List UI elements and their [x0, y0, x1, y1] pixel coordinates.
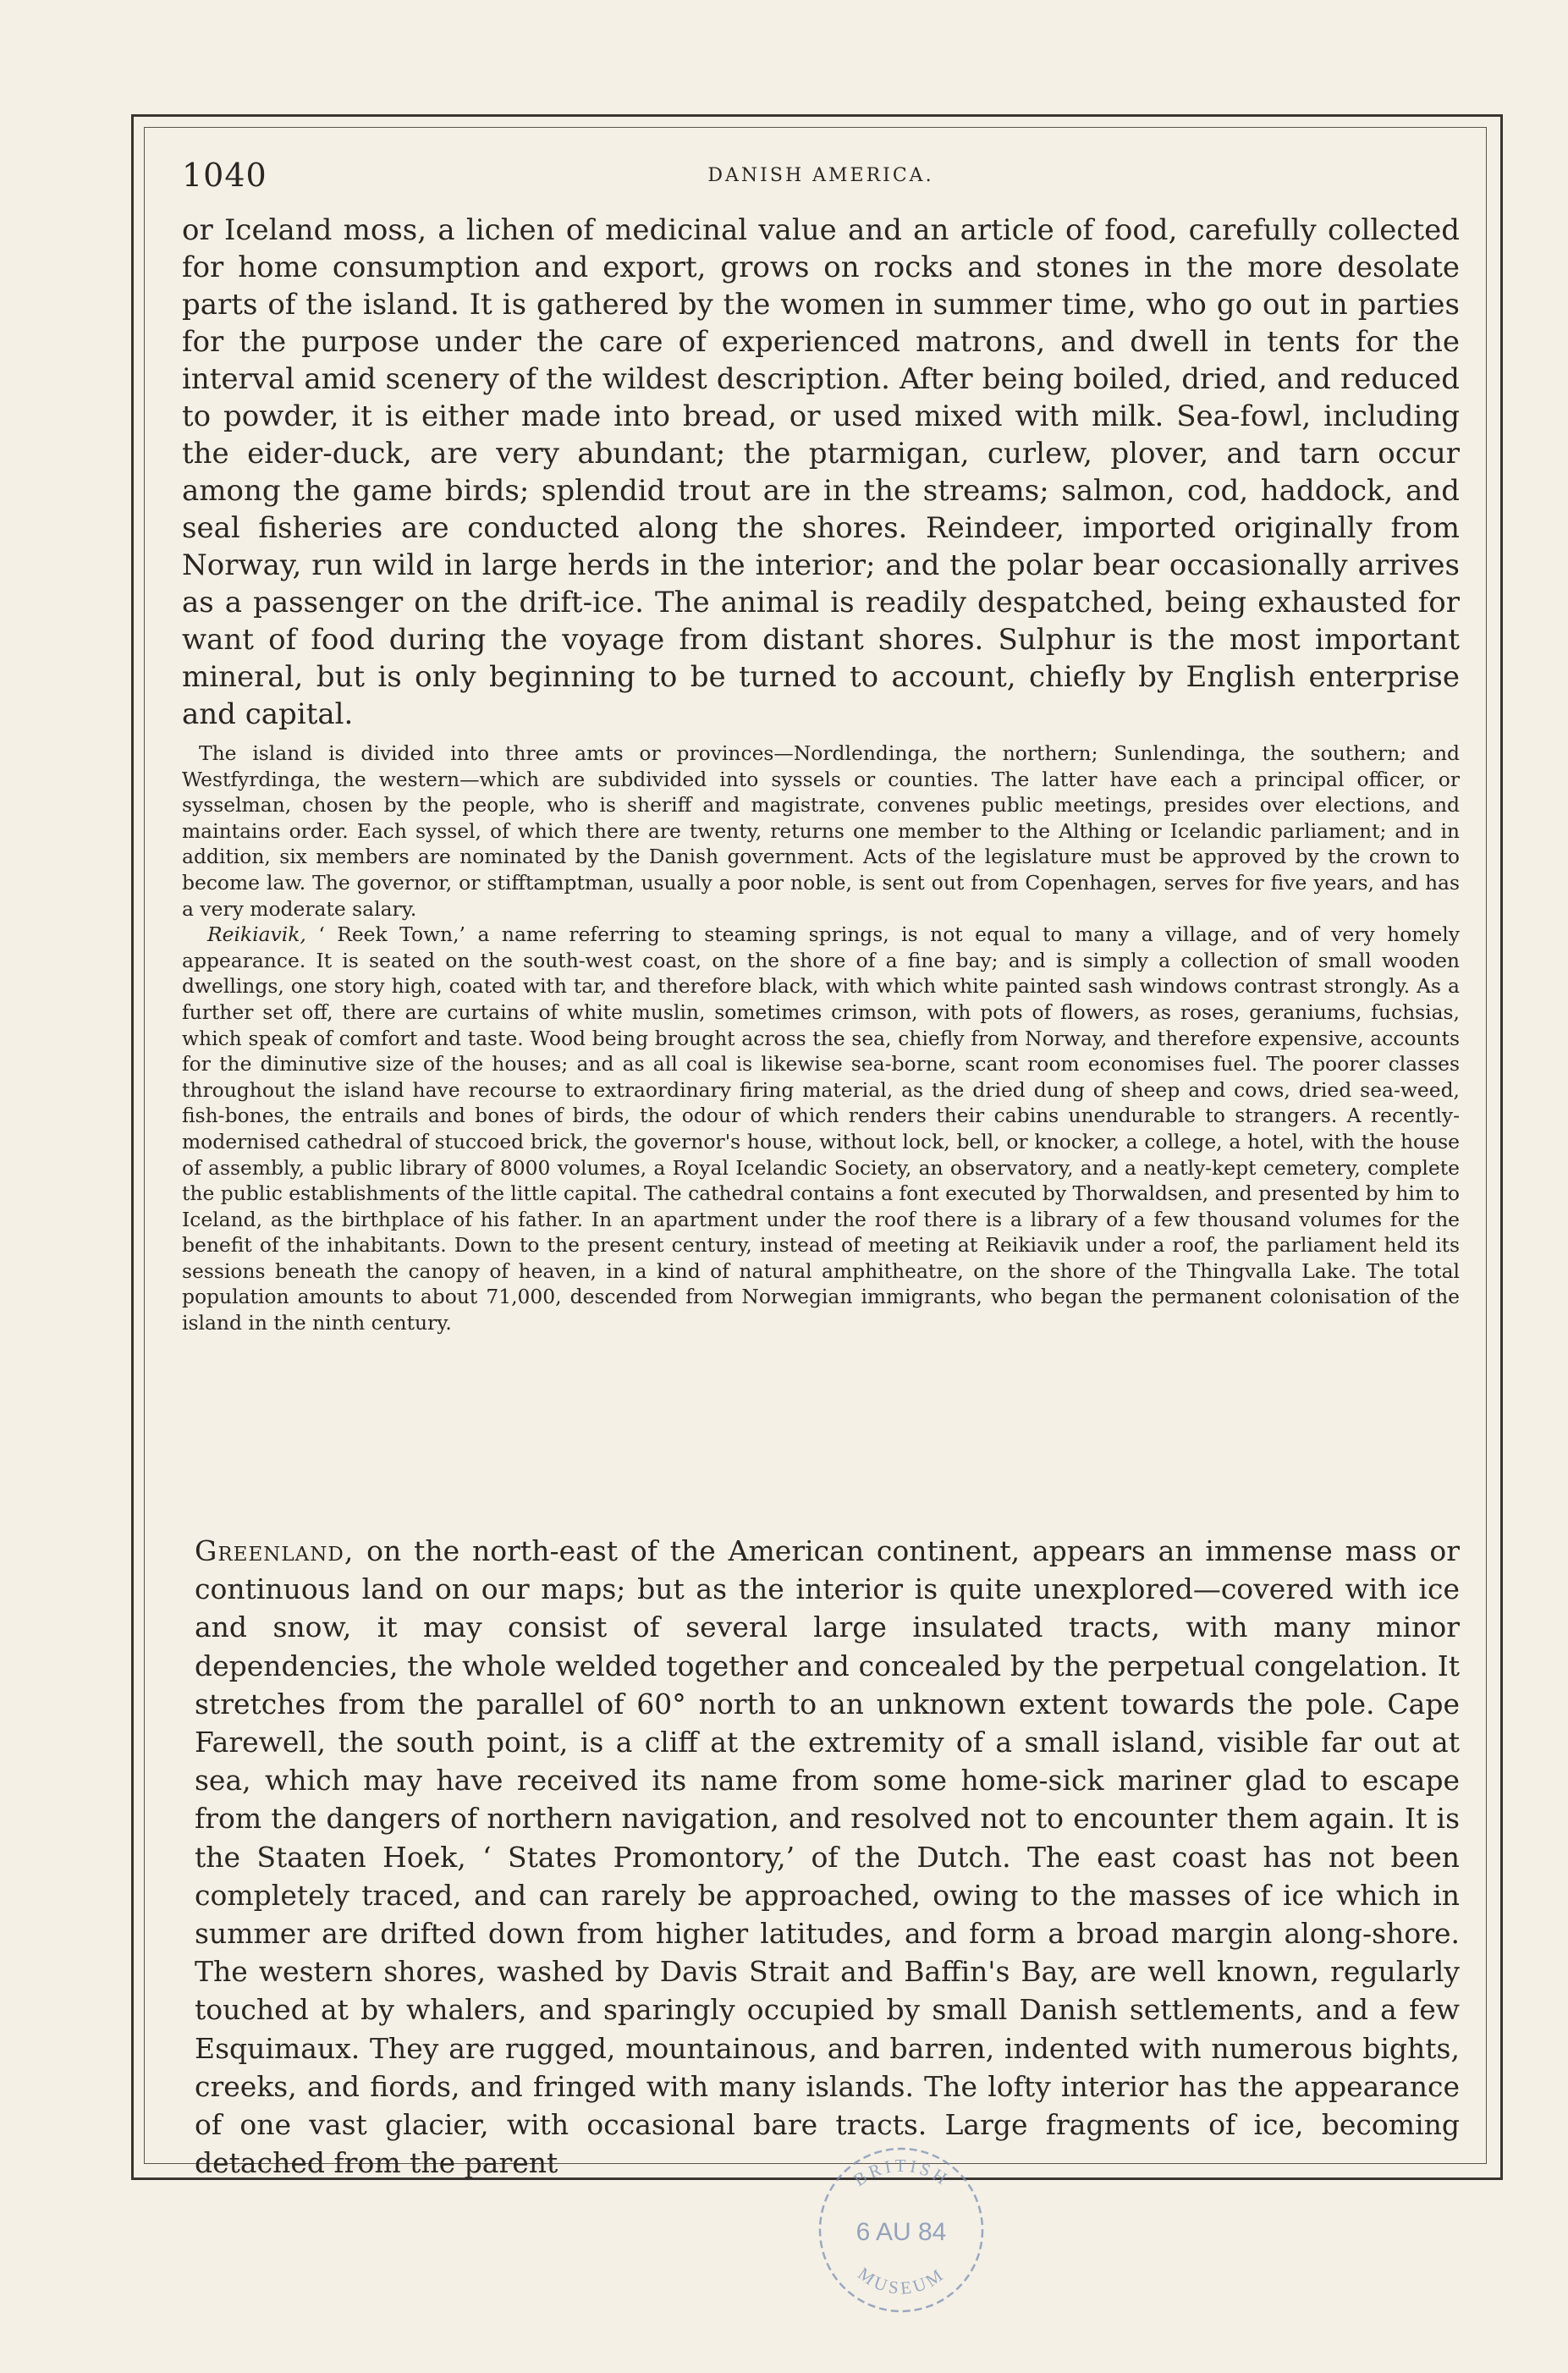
page-number: 1040: [182, 157, 267, 194]
small-paragraph-provinces: The island is divided into three amts or provinces—Nordlendinga, the northern; Sunlendinga, the southern; and Westfyrdinga, the western—which are subdivided into syssels or counties. The latter have each a principal officer, or sysselman, chosen by the people, who is sheriff and magistrate, convenes public meetings, presides over elections, and maintains order. Each syssel, of which there are twenty, returns one member to the Althing or Icelandic parliament; and in addition, six members are nominated by the Danish government. Acts of the legislature must be approved by the crown to become law. The governor, or stifftamptman, usually a poor noble, is sent out from Copenhagen, serves for five years, and has a very moderate salary.: [182, 741, 1460, 921]
stamp-bottom-text: MUSEUM: [854, 2263, 949, 2299]
main-paragraph: or Iceland moss, a lichen of medicinal value and an article of food, carefully collected for home consumption and export, grows on rocks and stones in the more desolate parts of the island. It is gathered by the women in summer time, who go out in parties for the purpose under the care of experienced matrons, and dwell in tents for the interval amid scenery of the wildest description. After being boiled, dried, and reduced to powder, it is either made into bread, or used mixed with milk. Sea-fowl, including the eider-duck, are very abundant; the ptarmigan, curlew, plover, and tarn occur among the game birds; splendid trout are in the streams; salmon, cod, haddock, and seal fisheries are conducted along the shores. Reindeer, imported originally from Norway, run wild in large herds in the interior; and the polar bear occasionally arrives as a passenger on the drift-ice. The animal is readily despatched, being exhausted for want of food during the voyage from distant shores. Sulphur is the most important mineral, but is only beginning to be turned to account, chiefly by English enterprise and capital.: [182, 213, 1460, 731]
library-stamp: [811, 2137, 993, 2319]
small-paragraph-reikiavik: [182, 922, 1460, 1336]
small-print-block: [182, 741, 1460, 1336]
svg-text:MUSEUM: [854, 2263, 949, 2298]
running-head: DANISH AMERICA.: [707, 165, 934, 186]
greenland-lead: Greenland,: [195, 1534, 355, 1567]
reikiavik-body: ‘ Reek Town,’ a name referring to steaming springs, is not equal to many a village, and of very homely appearance. It is seated on the south-west coast, on the shore of a fine bay; and is simply a collection of small wooden dwellings, one story high, coated with tar, and therefore black, with which white painted sash windows contrast strongly. As a further set off, there are curtains of white muslin, sometimes crimson, with pots of flowers, as roses, geraniums, fuchsias, which speak of comfort and taste. Wood being brought across the sea, chiefly from Norway, and therefore expensive, accounts for the diminutive size of the houses; and as all coal is likewise sea-borne, scant room economises fuel. The poorer classes throughout the island have recourse to extraordinary firing material, as the dried dung of sheep and cows, dried sea-weed, fish-bones, the entrails and bones of birds, the odour of which renders their cabins unendurable to strangers. A recently-modernised cathedral of stuccoed brick, the governor's house, without lock, bell, or knocker, a college, a hotel, with the house of assembly, a public library of 8000 volumes, a Royal Icelandic Society, an observatory, and a neatly-kept cemetery, complete the public establishments of the little capital. The cathedral contains a font executed by Thorwaldsen, and presented by him to Iceland, as the birthplace of his father. In an apartment under the roof there is a library of a few thousand volumes for the benefit of the inhabitants. Down to the present century, instead of meeting at Reikiavik under a roof, the parliament held its sessions beneath the canopy of heaven, in a kind of natural amphitheatre, on the shore of the Thingvalla Lake. The total population amounts to about 71,000, descended from Norwegian immigrants, who began the permanent colonisation of the island in the ninth century.: [182, 922, 1460, 1335]
stamp-top-text: BRITISH: [850, 2155, 954, 2191]
stamp-date: 6 AU 84: [856, 2218, 947, 2246]
page-header: [182, 157, 1460, 207]
svg-text:BRITISH: [850, 2156, 954, 2190]
greenland-body: on the north-east of the American continent, appears an immense mass or continuous land on our maps; but as the interior is quite unexplored—covered with ice and snow, it may consist of several large insulated tracts, with many minor dependencies, the whole welded together and concealed by the perpetual congelation. It stretches from the parallel of 60° north to an unknown extent towards the pole. Cape Farewell, the south point, is a cliff at the extremity of a small island, visible far out at sea, which may have received its name from some home-sick mariner glad to escape from the dangers of northern navigation, and resolved not to encounter them again. It is the Staaten Hoek, ‘ States Promontory,’ of the Dutch. The east coast has not been completely traced, and can rarely be approached, owing to the masses of ice which in summer are drifted down from higher latitudes, and form a broad margin along-shore. The western shores, washed by Davis Strait and Baffin's Bay, are well known, regularly touched at by whalers, and sparingly occupied by small Danish settlements, and a few Esquimaux. They are rugged, mountainous, and barren, indented with numerous bights, creeks, and fiords, and fringed with many islands. The lofty interior has the appearance of one vast glacier, with occasional bare tracts. Large fragments of ice, becoming detached from the parent: [195, 1534, 1460, 2180]
greenland-paragraph: [195, 1532, 1460, 2182]
reikiavik-title: Reikiavik,: [207, 922, 306, 947]
